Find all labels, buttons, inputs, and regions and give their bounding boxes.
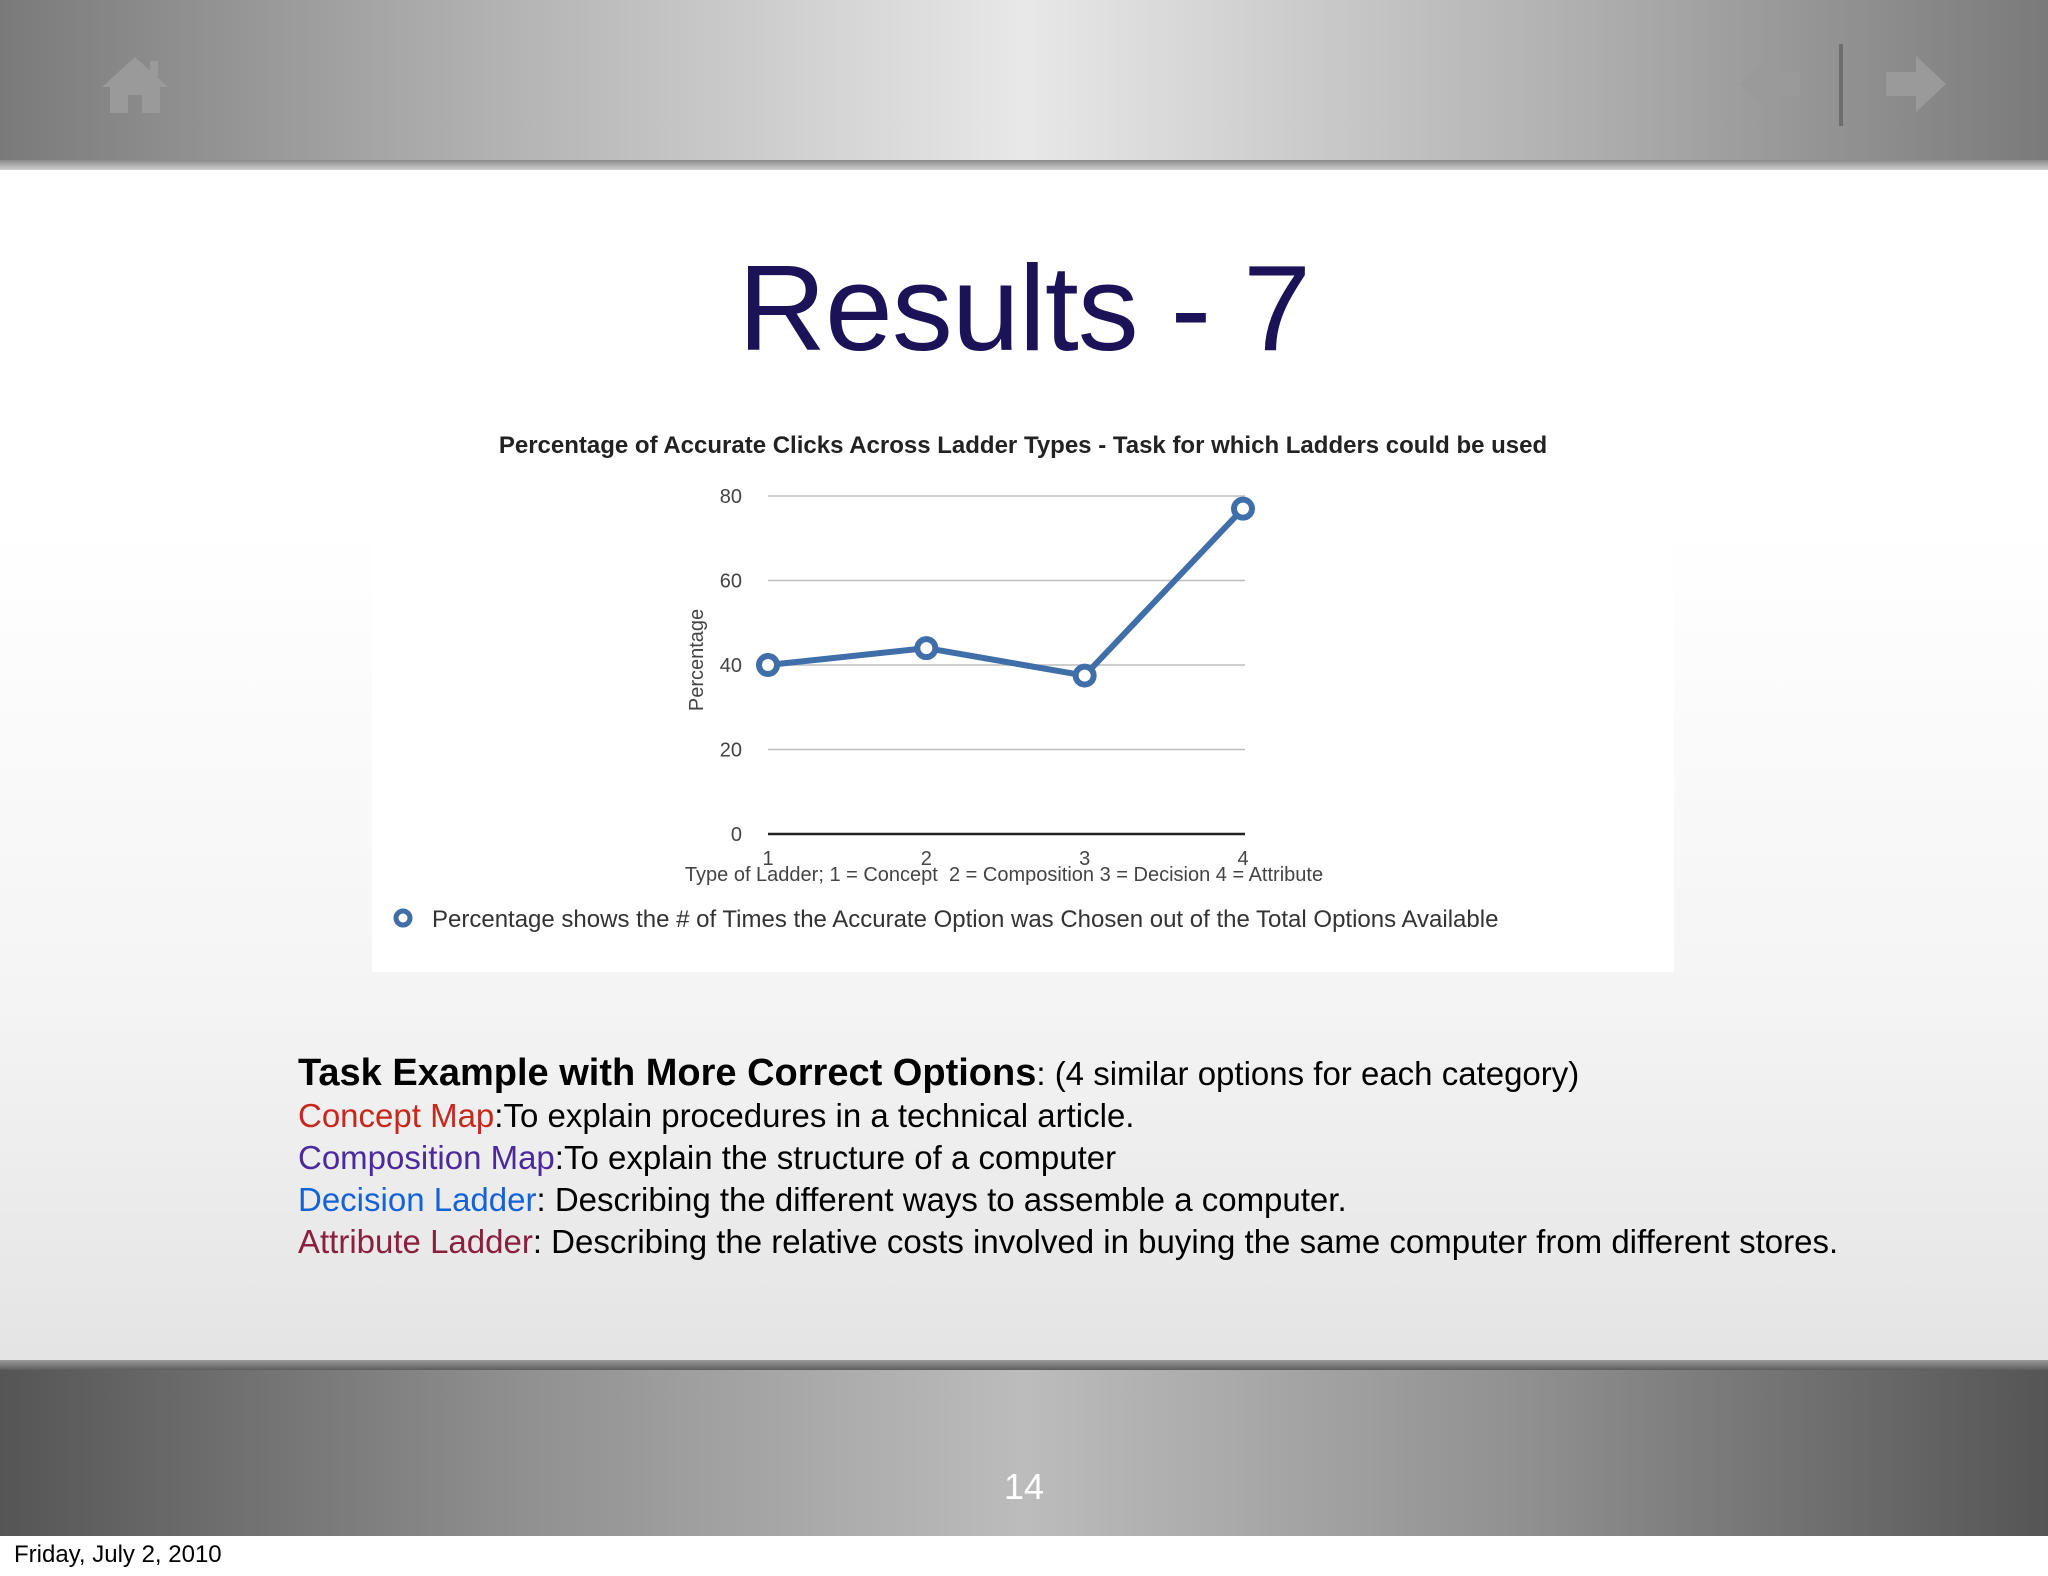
data-point (1076, 667, 1094, 685)
bottom-toolbar (0, 1360, 2048, 1536)
x-tick-label: 2 (920, 848, 932, 870)
task-item-separator: : (536, 1181, 555, 1218)
slide-canvas (0, 170, 2048, 1360)
next-slide-button[interactable] (1878, 52, 1948, 116)
task-item-separator: : (532, 1223, 552, 1260)
task-item-separator: : (494, 1097, 504, 1134)
y-tick-label: 40 (719, 655, 742, 677)
data-point (759, 656, 777, 674)
arrow-left-icon (1738, 52, 1808, 116)
task-item-label: Decision Ladder (298, 1181, 537, 1218)
task-item-label: Composition Map (298, 1139, 555, 1176)
task-example-block (298, 1052, 2018, 1263)
task-item-text: To explain the structure of a computer (563, 1139, 1117, 1176)
task-item-label: Concept Map (298, 1097, 495, 1134)
task-item-concept (298, 1095, 2018, 1137)
x-tick-label: 4 (1237, 848, 1249, 870)
task-item-attribute (298, 1221, 2018, 1263)
nav-divider (1839, 44, 1843, 126)
task-item-text: To explain procedures in a technical article. (503, 1097, 1135, 1134)
x-axis-label: Type of Ladder; 1 = Concept 2 = Composition 3 = Decision 4 = Attribute (684, 864, 1324, 886)
y-axis-label: Percentage (686, 608, 708, 712)
y-tick-label: 80 (719, 486, 742, 508)
page-number: 14 (1003, 1466, 1045, 1507)
top-toolbar (0, 0, 2048, 170)
line-chart (372, 412, 1674, 972)
task-heading: Task Example with More Correct Options (298, 1052, 1037, 1094)
task-heading-line (298, 1052, 2018, 1095)
y-tick-label: 0 (730, 824, 742, 846)
task-item-composition (298, 1137, 2018, 1179)
print-date: Friday, July 2, 2010 (14, 1541, 222, 1568)
home-icon (100, 55, 170, 115)
y-tick-label: 60 (719, 570, 742, 593)
previous-slide-button[interactable] (1738, 52, 1808, 116)
chart-title: Percentage of Accurate Clicks Across Ladder Types - Task for which Ladders could be used (498, 432, 1548, 459)
task-item-text: Describing the relative costs involved in buying the same computer from different stores. (551, 1223, 1839, 1260)
chart-legend (396, 906, 1498, 933)
task-heading-suffix: : (4 similar options for each category) (1036, 1055, 1580, 1092)
chart-panel (372, 412, 1674, 972)
task-item-separator: : (554, 1139, 564, 1176)
y-tick-label: 20 (719, 739, 742, 762)
x-tick-label: 3 (1079, 848, 1091, 870)
data-point (917, 639, 935, 657)
series-line (768, 509, 1243, 676)
data-point (1234, 500, 1252, 518)
slide-title: Results - 7 (737, 240, 1311, 376)
task-item-label: Attribute Ladder (298, 1223, 533, 1260)
home-button[interactable] (100, 55, 170, 115)
legend-label: Percentage shows the # of Times the Accurate Option was Chosen out of the Total Options Available (432, 906, 1499, 933)
task-item-decision (298, 1179, 2018, 1221)
legend-marker (396, 911, 410, 925)
task-item-text: Describing the different ways to assemble a computer. (554, 1181, 1347, 1218)
x-tick-label: 1 (762, 848, 774, 870)
arrow-right-icon (1878, 52, 1948, 116)
